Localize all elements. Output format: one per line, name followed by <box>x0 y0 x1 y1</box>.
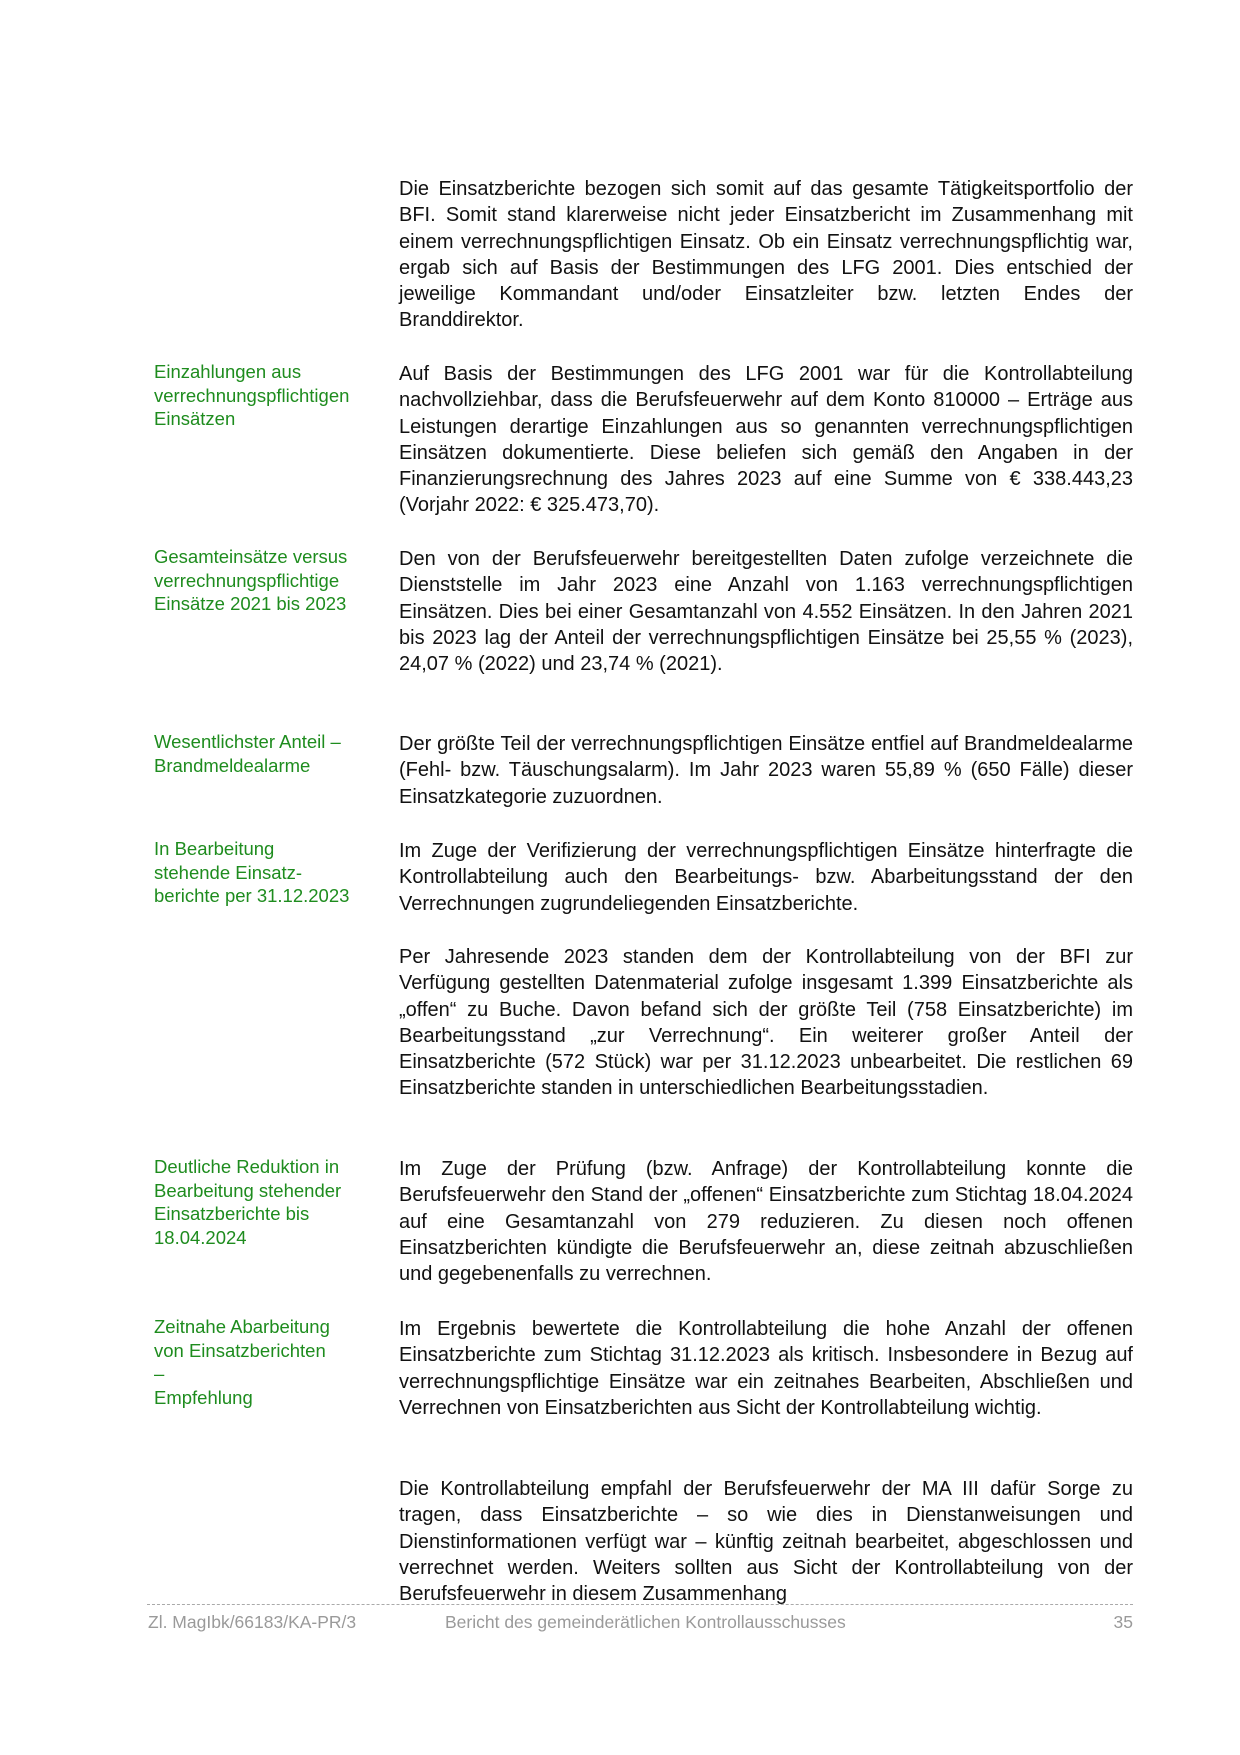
margin-note-line: Deutliche Reduktion in <box>154 1156 340 1177</box>
margin-note-line: Einsatzberichte bis <box>154 1203 310 1224</box>
margin-note <box>154 360 384 431</box>
margin-note-line: von Einsatzberichten <box>154 1339 326 1361</box>
margin-note <box>154 730 384 777</box>
margin-note-line: stehende Einsatz- <box>154 861 303 883</box>
margin-note-line: Gesamteinsätze versus <box>154 546 348 567</box>
body-paragraph: Per Jahresende 2023 standen dem der Kontrollabteilung von der BFI zur Verfügung gestellten Datenmaterial zufolge insgesamt 1.399 Einsatzberichte als „offen“ zu Buche. Davon befand sich der größte Teil (758 Einsatzberichte) im Bearbeitungsstand „zur Verrechnung“. Ein weiterer großer Anteil der Einsatzberichte (572 Stück) war per 31.12.2023 unbearbeitet. Die restlichen 69 Einsatzberichte standen in unterschiedlichen Bearbeitungsstadien. <box>399 946 1133 1100</box>
margin-note-line: berichte per 31.12.2023 <box>154 885 350 906</box>
margin-note-line: Empfehlung <box>154 1386 253 1408</box>
margin-note-line: Brandmeldealarme <box>154 754 311 776</box>
margin-note <box>154 837 384 908</box>
footer-divider <box>147 1604 1133 1605</box>
margin-note <box>154 1315 384 1409</box>
body-paragraph: Im Zuge der Verifizierung der verrechnungspflichtigen Einsätze hinterfragte die Kontrollabteilung auch den Bearbeitungs- bzw. Abarbeitungsstand der den Verrechnungen zugrundeliegenden Einsatzberichte. <box>399 840 1133 915</box>
body-paragraph: Im Ergebnis bewertete die Kontrollabteilung die hohe Anzahl der offenen Einsatzberichte zum Stichtag 31.12.2023 als kritisch. Insbesondere in Bezug auf verrechnungspflichtige Einsätze war ein zeitnahes Bearbeiten, Abschließen und Verrechnen von Einsatzberichten aus Sicht der Kontrollabteilung wichtig. <box>399 1318 1133 1419</box>
body-paragraph: Den von der Berufsfeuerwehr bereitgestellten Daten zufolge verzeichnete die Dienststelle im Jahr 2023 eine Anzahl von 1.163 verrechnungspflichtigen Einsätzen. Dies bei einer Gesamtanzahl von 4.552 Einsätzen. In den Jahren 2021 bis 2023 lag der Anteil der verrechnungspflichtigen Einsätze bei 25,55 % (2023), 24,07 % (2022) und 23,74 % (2021). <box>399 548 1133 676</box>
margin-note-line: Einsätzen <box>154 408 236 429</box>
margin-note-line: – <box>154 1363 165 1384</box>
body-paragraph: Auf Basis der Bestimmungen des LFG 2001 war für die Kontrollabteilung nachvollziehbar, dass die Berufsfeuerwehr auf dem Konto 810000 – Erträge aus Leistungen derartige Einzahlungen aus so genannten verrechnungspflichtigen Einsätzen dokumentierte. Diese beliefen sich gemäß den Angaben in der Finanzierungsrechnung des Jahres 2023 auf eine Summe von € 338.443,23 (Vorjahr 2022: € 325.473,70). <box>399 363 1133 517</box>
footer-title: Bericht des gemeinderätlichen Kontrollausschusses <box>445 1612 846 1632</box>
body-paragraph: Die Kontrollabteilung empfahl der Berufsfeuerwehr der MA III dafür Sorge zu tragen, dass Einsatzberichte – so wie dies in Dienstanweisungen und Dienstinformationen verfügt war – künftig zeitnah bearbeitet, abgeschlossen und verrechnet werden. Weiters sollten aus Sicht der Kontrollabteilung von der Berufsfeuerwehr in diesem Zusammenhang <box>399 1478 1133 1606</box>
margin-note-line: 18.04.2024 <box>154 1226 247 1248</box>
page-number: 35 <box>1113 1612 1133 1632</box>
margin-note-line: verrechnungspflichtigen <box>154 384 350 406</box>
margin-note-line: Zeitnahe Abarbeitung <box>154 1316 330 1337</box>
margin-note-line: In Bearbeitung <box>154 838 275 859</box>
margin-note-line: Einzahlungen aus <box>154 361 302 382</box>
footer-reference: Zl. MagIbk/66183/KA-PR/3 <box>148 1612 357 1632</box>
margin-note-line: Einsätze 2021 bis 2023 <box>154 593 347 614</box>
body-paragraph: Der größte Teil der verrechnungspflichtigen Einsätze entfiel auf Brandmeldealarme (Fehl- bzw. Täuschungsalarm). Im Jahr 2023 waren 55,89 % (650 Fälle) dieser Einsatzkategorie zuzuordnen. <box>399 733 1133 808</box>
margin-note-line: Bearbeitung stehender <box>154 1179 342 1201</box>
margin-note <box>154 545 384 616</box>
body-paragraph: Die Einsatzberichte bezogen sich somit auf das gesamte Tätigkeitsportfolio der BFI. Somit stand klarerweise nicht jeder Einsatzbericht im Zusammenhang mit einem verrechnungspflichtigen Einsatz. Ob ein Einsatz verrechnungspflichtig war, ergab sich auf Basis der Bestimmungen des LFG 2001. Dies entschied der jeweilige Kommandant und/oder Einsatzleiter bzw. letzten Endes der Branddirektor. <box>399 178 1133 332</box>
body-paragraph: Im Zuge der Prüfung (bzw. Anfrage) der Kontrollabteilung konnte die Berufsfeuerwehr den Stand der „offenen“ Einsatzberichte zum Stichtag 18.04.2024 auf eine Gesamtanzahl von 279 reduzieren. Zu diesen noch offenen Einsatzberichten kündigte die Berufsfeuerwehr an, diese zeitnah abzuschließen und gegebenenfalls zu verrechnen. <box>399 1158 1133 1286</box>
margin-note-line: Wesentlichster Anteil – <box>154 731 341 752</box>
margin-note-line: verrechnungspflichtige <box>154 569 340 591</box>
margin-note <box>154 1155 384 1249</box>
